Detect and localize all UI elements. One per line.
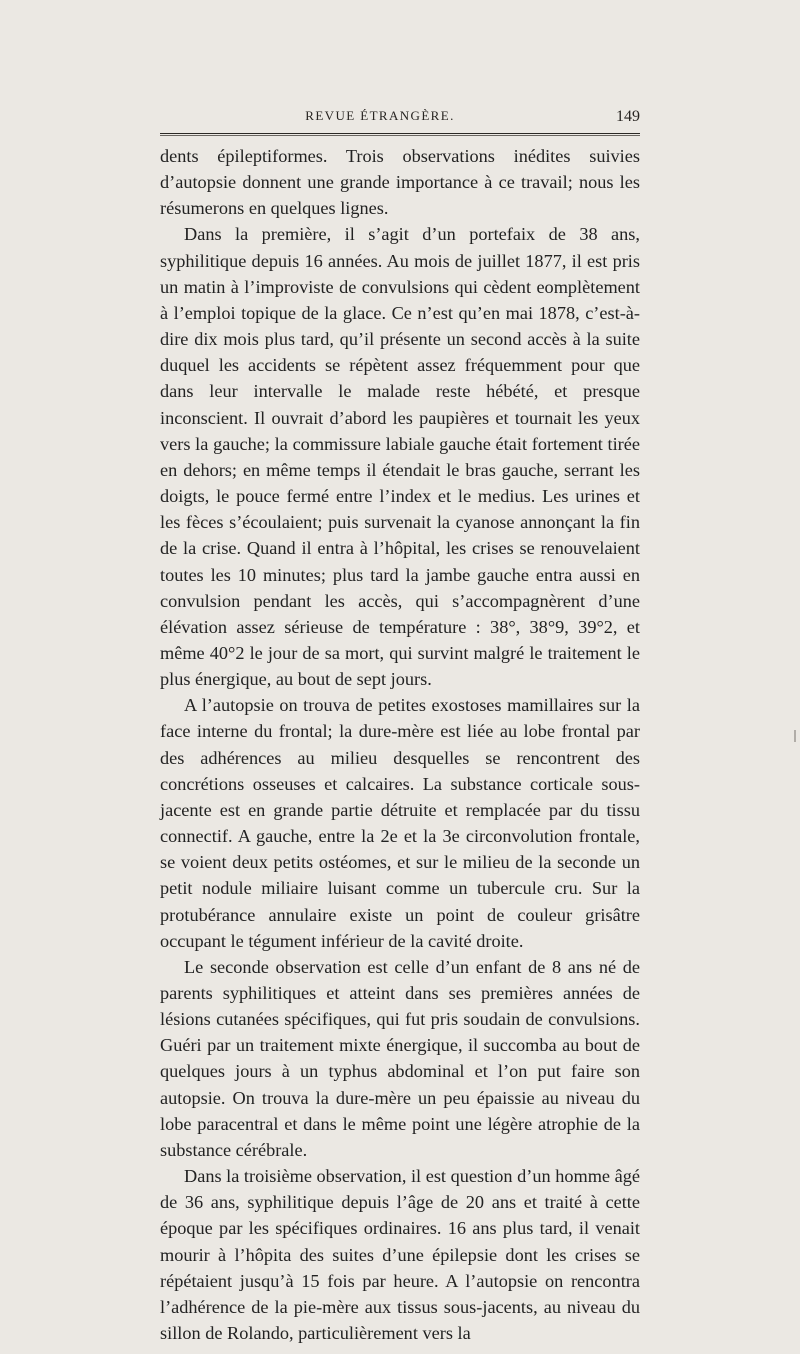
paragraph-5: Dans la troisième observation, il est question d’un homme âgé de 36 ans, syphilitique depuis l’âge de 20 ans et traité à cette époque par les spécifiques ordinaires. 16 ans plus tard, il venait mourir à l’hôpita des suites d’une épilepsie dont les crises se répétaient jusqu’à 15 fois par heure. A l’autopsie on rencontra l’adhérence de la pie-mère aux tissus sous-jacents, au niveau du sillon de Rolando, particulièrement vers la <box>160 1166 640 1344</box>
page-number: 149 <box>616 108 640 125</box>
page-header <box>160 108 640 138</box>
paragraph-4: Le seconde observation est celle d’un enfant de 8 ans né de parents syphilitiques et atteint dans ses premières années de lésions cutanées spécifiques, qui fut pris soudain de convulsions. Guéri par un traitement mixte énergique, il succomba au bout de quelques jours à un typhus abdominal et l’on put faire son autopsie. On trouva la dure-mère un peu épaissie au niveau du lobe paracentral et dans le même point une légère atrophie de la substance cérébrale. <box>160 956 640 1160</box>
paragraph-3: A l’autopsie on trouva de petites exostoses mamillaires sur la face interne du frontal; la dure-mère est liée au lobe frontal par des adhérences au milieu desquelles se rencontrent des concrétions osseuses et calcaires. La substance corticale sous-jacente est en grande partie détruite et remplacée par du tissu connectif. A gauche, entre la 2e et la 3e circonvolution frontale, se voient deux petits ostéomes, et sur le milieu de la seconde un petit nodule miliaire luisant comme un tubercule cru. Sur la protubérance annulaire existe un point de couleur grisâtre occupant le tégument inférieur de la cavité droite. <box>160 695 640 951</box>
running-title: REVUE ÉTRANGÈRE. <box>305 108 455 123</box>
header-rule <box>160 133 640 136</box>
scan-mark <box>794 730 796 742</box>
paragraph-1: dents épileptiformes. Trois observations inédites suivies d’autopsie donnent une grande importance à ce travail; nous les résumerons en quelques lignes. <box>160 146 640 219</box>
body-text <box>160 143 640 1344</box>
paragraph-2: Dans la première, il s’agit d’un portefaix de 38 ans, syphilitique depuis 16 années. Au mois de juillet 1877, il est pris un matin à l’improviste de convulsions qui cèdent eomplètement à l’emploi topique de la glace. Ce n’est qu’en mai 1878, c’est-à-dire dix mois plus tard, qu’il présente un second accès à la suite duquel les accidents se répètent assez fréquemment pour que dans leur intervalle le malade reste hébété, et presque inconscient. Il ouvrait d’abord les paupières et tournait les yeux vers la gauche; la commissure labiale gauche était fortement tirée en dehors; en même temps il étendait le bras gauche, serrant les doigts, le pouce fermé entre l’index et le medius. Les urines et les fèces s’écoulaient; puis survenait la cyanose annonçant la fin de la crise. Quand il entra à l’hôpital, les crises se renouvelaient toutes les 10 minutes; plus tard la jambe gauche entra aussi en convulsion pendant les accès, qui s’accompagnèrent d’une élévation assez sérieuse de température : 38°, 38°9, 39°2, et même 40°2 le jour de sa mort, qui survint malgré le traitement le plus énergique, au bout de sept jours. <box>160 224 640 690</box>
